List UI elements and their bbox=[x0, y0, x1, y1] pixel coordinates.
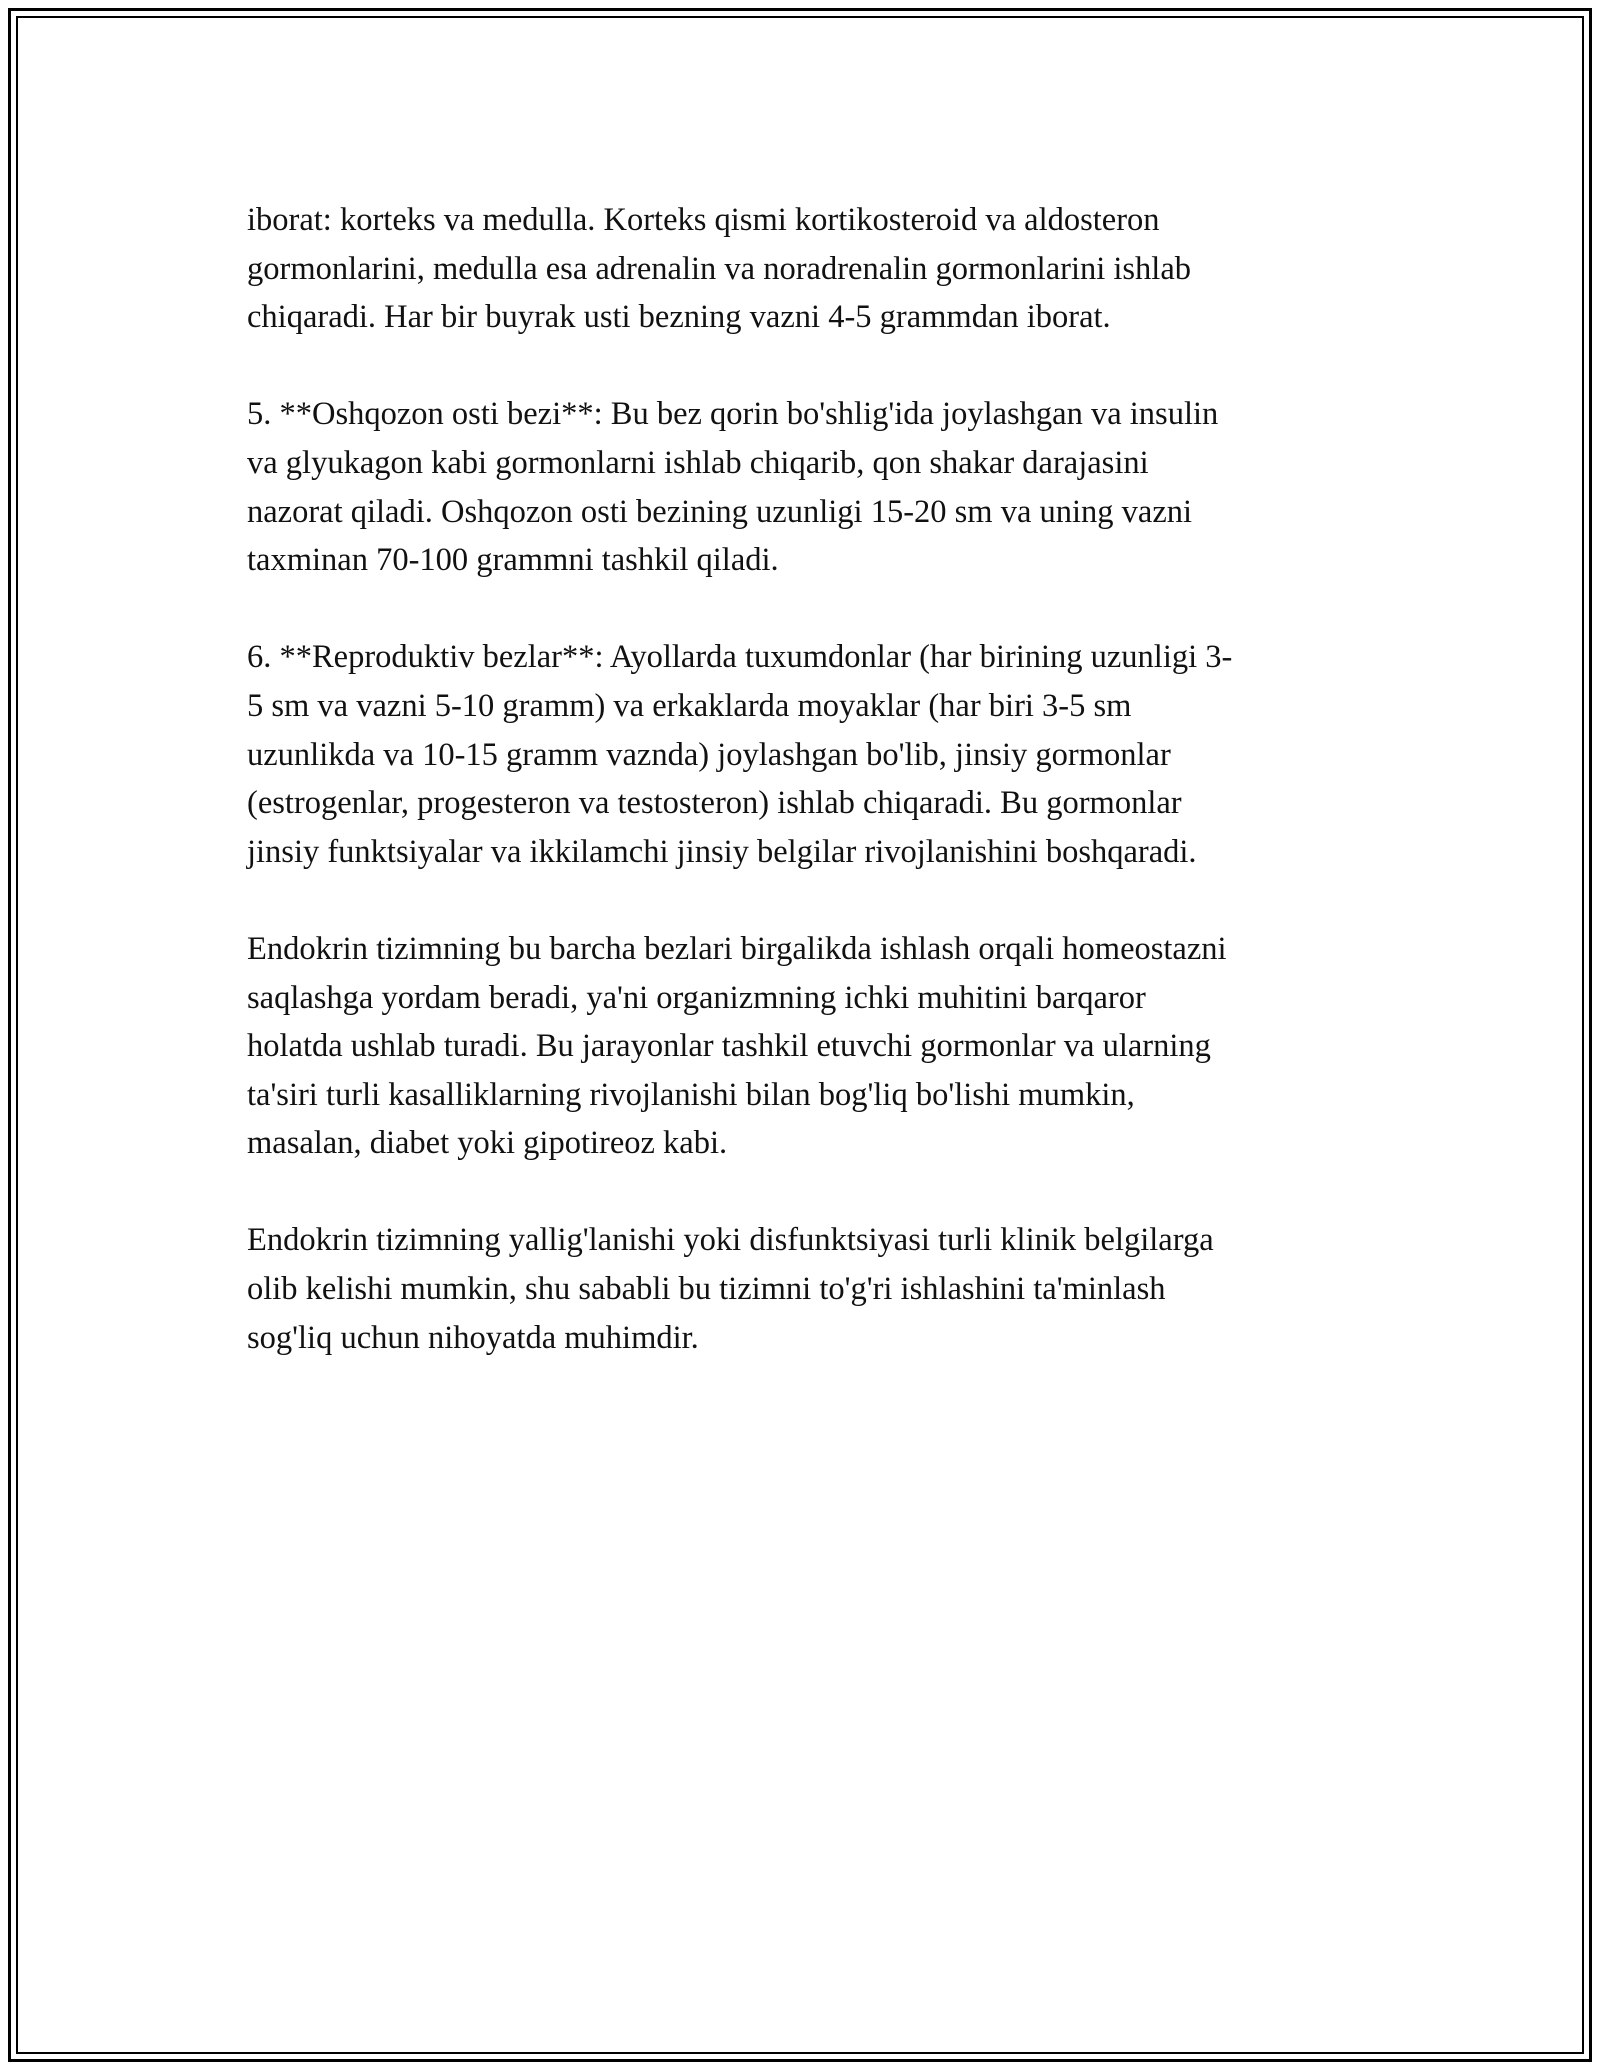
text-line: iborat: korteks va medulla. Korteks qismi kortikosteroid va aldosteron bbox=[247, 202, 1160, 238]
paragraph-conclusion bbox=[247, 1216, 1377, 1362]
text-line: ta'siri turli kasalliklarning rivojlanishi bilan bog'liq bo'lishi mumkin, bbox=[247, 1076, 1135, 1113]
text-line: nazorat qiladi. Oshqozon osti bezining uzunligi 15-20 sm va uning vazni bbox=[247, 493, 1193, 530]
text-line: va glyukagon kabi gormonlarni ishlab chiqarib, qon shakar darajasini bbox=[247, 444, 1149, 481]
paragraph-reproductive-glands bbox=[247, 633, 1377, 876]
page-frame bbox=[8, 8, 1592, 2062]
paragraph-pancreas bbox=[247, 390, 1377, 584]
text-line: holatda ushlab turadi. Bu jarayonlar tashkil etuvchi gormonlar va ularning bbox=[247, 1028, 1211, 1065]
text-line: olib kelishi mumkin, shu sababli bu tizimni to'g'ri ishlashini ta'minlash bbox=[247, 1271, 1166, 1308]
text-line: jinsiy funktsiyalar va ikkilamchi jinsiy belgilar rivojlanishini boshqaradi. bbox=[247, 833, 1197, 870]
text-line: taxminan 70-100 grammni tashkil qiladi. bbox=[247, 542, 779, 579]
text-line: (estrogenlar, progesteron va testosteron) ishlab chiqaradi. Bu gormonlar bbox=[247, 785, 1182, 822]
text-line: uzunlikda va 10-15 gramm vaznda) joylashgan bo'lib, jinsiy gormonlar bbox=[247, 736, 1171, 773]
text-line: masalan, diabet yoki gipotireoz kabi. bbox=[247, 1125, 728, 1162]
document-text-body bbox=[247, 196, 1377, 1411]
text-line: saqlashga yordam beradi, ya'ni organizmning ichki muhitini barqaror bbox=[247, 979, 1146, 1016]
text-line: Endokrin tizimning bu barcha bezlari birgalikda ishlash orqali homeostazni bbox=[247, 930, 1227, 967]
text-line: chiqaradi. Har bir buyrak usti bezning vazni 4-5 grammdan iborat. bbox=[247, 299, 1111, 336]
text-line: gormonlarini, medulla esa adrenalin va noradrenalin gormonlarini ishlab bbox=[247, 250, 1192, 287]
paragraph-homeostasis bbox=[247, 925, 1377, 1168]
text-line: sog'liq uchun nihoyatda muhimdir. bbox=[247, 1319, 699, 1356]
text-line: 5. **Oshqozon osti bezi**: Bu bez qorin bo'shlig'ida joylashgan va insulin bbox=[247, 396, 1219, 433]
text-line: Endokrin tizimning yallig'lanishi yoki disfunktsiyasi turli klinik belgilarga bbox=[247, 1222, 1214, 1259]
text-line: 5 sm va vazni 5-10 gramm) va erkaklarda moyaklar (har biri 3-5 sm bbox=[247, 687, 1132, 724]
text-line: 6. **Reproduktiv bezlar**: Ayollarda tuxumdonlar (har birining uzunligi 3- bbox=[247, 639, 1233, 676]
paragraph-adrenal-glands bbox=[247, 196, 1377, 342]
